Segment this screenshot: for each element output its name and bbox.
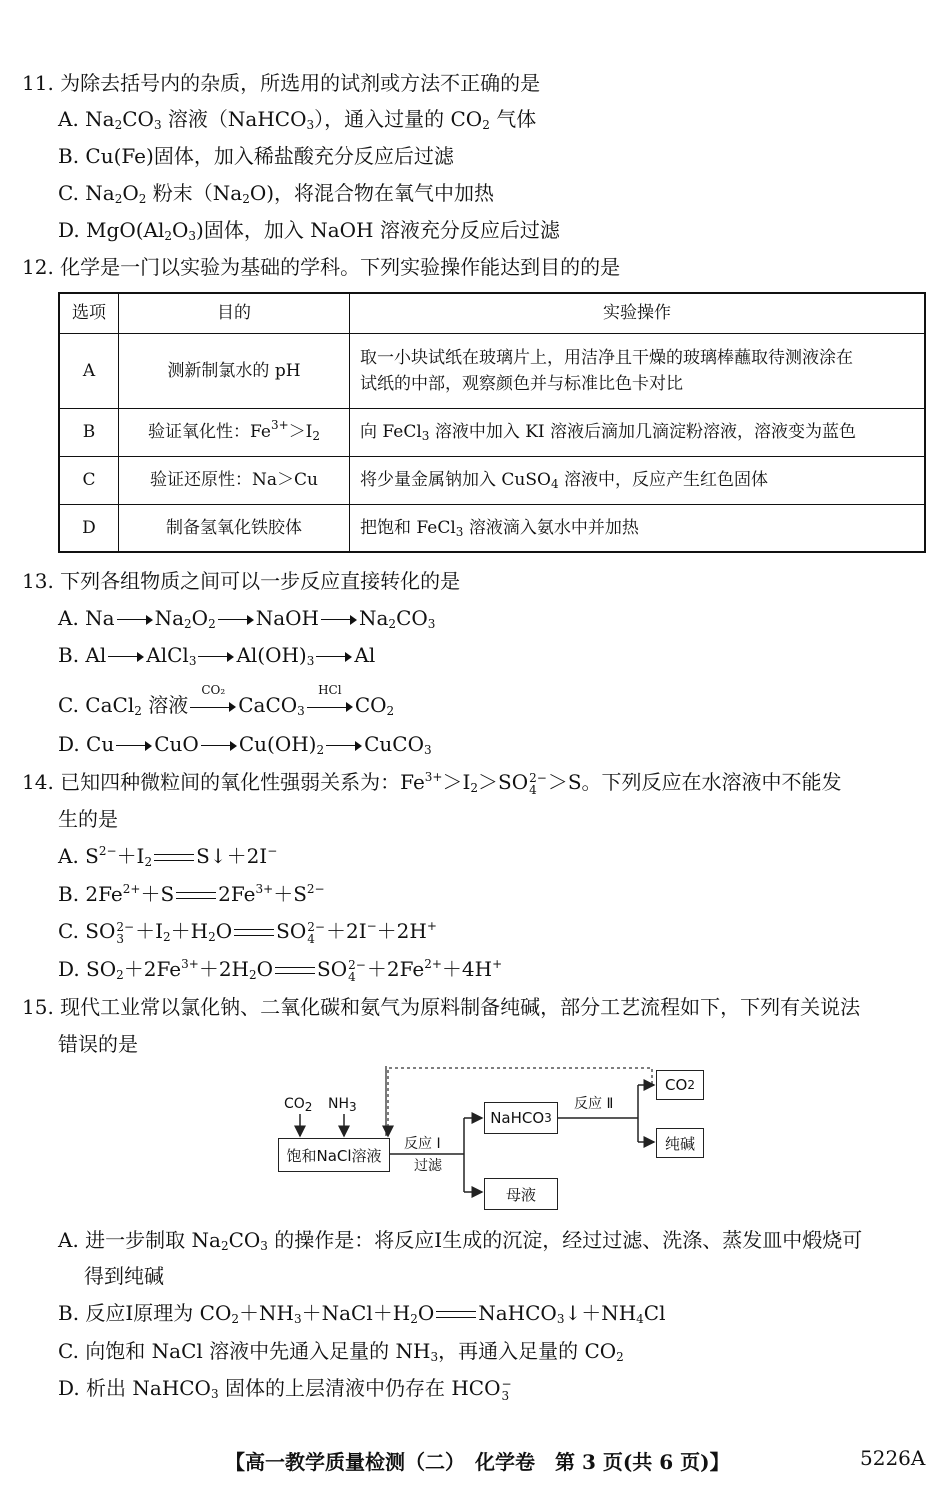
- equals-icon: [436, 1311, 476, 1318]
- co2-input-label: $CO_2$: [284, 1096, 313, 1114]
- arrow-icon: [108, 652, 144, 662]
- row-b-operation: 向 FeCl$_3$ 溶液中加入 KI 溶液后滴加几滴淀粉溶液，溶液变为蓝色: [350, 408, 926, 456]
- q11-option-c: C. $Na_2O_2$ 粉末$(Na_2O)$，将混合物在氧气中加热: [58, 181, 495, 206]
- header-option: 选项: [59, 293, 119, 333]
- row-d-goal: 制备氢氧化铁胶体: [119, 504, 350, 552]
- header-operation: 实验操作: [350, 293, 926, 333]
- q15-option-b: B. 反应Ⅰ原理为 $CO_2+NH_3+NaCl+H_2O$ $NaHCO_3↓+NH_4Cl$: [58, 1301, 666, 1326]
- q11-option-a: A. $Na_2CO_3$ 溶液（NaHCO$_3$），通入过量的 $CO_2$ 气体: [58, 107, 537, 132]
- labeled-arrow-icon: HCl: [307, 692, 353, 714]
- table-row-a: [59, 333, 925, 408]
- q15-stem: 15. 现代工业常以氯化钠、二氧化碳和氨气为原料制备纯碱，部分工艺流程如下，下列有关说法: [22, 995, 861, 1019]
- q14-option-c: C. SO 2− 3 $+I_2+H_2O$ SO 2− 4 ＋2I−＋2H+: [58, 919, 437, 946]
- soda-ash-box: 纯碱: [656, 1128, 704, 1158]
- nh3-input-label: $NH_3$: [328, 1096, 357, 1114]
- equals-icon: [176, 892, 216, 899]
- row-d-operation: 把饱和 FeCl$_3$ 溶液滴入氨水中并加热: [350, 504, 926, 552]
- q15-option-a: A. 进一步制取 $Na_2CO_3$ 的操作是：将反应Ⅰ生成的沉淀，经过过滤、洗涤、蒸发皿中煅烧可: [58, 1228, 863, 1253]
- arrow-icon: [116, 741, 152, 751]
- q12-stem: 12. 化学是一门以实验为基础的学科。下列实验操作能达到目的的是: [22, 255, 621, 279]
- q13-option-d: D. Cu CuO $Cu(OH)_2$ CuCO$_3$: [58, 732, 432, 757]
- row-a-goal: 测新制氯水的 pH: [119, 333, 350, 408]
- q14-option-a: A. $S^{2-}+I_2$ S↓＋2I−: [58, 844, 278, 869]
- table-header-row: [59, 293, 925, 333]
- q14-option-d: D. $SO_2+2Fe^{3+}+2H_2O$ SO 2− 4 $+2Fe^{2+}+4H^+$: [58, 957, 503, 984]
- q13-option-c: C. CaCl$_2$ 溶液 CO₂ CaCO$_3$ HCl $CO_2$: [58, 683, 395, 718]
- filter-label: 过滤: [414, 1158, 442, 1174]
- q15-option-d: D. 析出 NaHCO$_3$ 固体的上层清液中仍存在 HCO − 3: [58, 1376, 512, 1403]
- q14-option-b: B. $2Fe^{2+}+S$ $2Fe^{3+}+S^{2-}$: [58, 882, 325, 906]
- arrow-icon: [201, 741, 237, 751]
- q11-stem: 11. 为除去括号内的杂质，所选用的试剂或方法不正确的是: [22, 71, 541, 95]
- mother-liquor-box: 母液: [484, 1178, 558, 1210]
- row-c-goal: 验证还原性：Na＞Cu: [119, 456, 350, 504]
- q13-option-a: A. Na $Na_2O_2$ NaOH $Na_2CO_3$: [58, 606, 436, 631]
- arrow-icon: [326, 741, 362, 751]
- nahco3-box: NaHCO 3: [484, 1102, 558, 1134]
- nacl-solution-box: 饱和NaCl溶液: [278, 1138, 390, 1172]
- row-c-option: C: [59, 456, 119, 504]
- table-row-d: [59, 504, 925, 552]
- q11-option-b: B. Cu(Fe)固体，加入稀盐酸充分反应后过滤: [58, 144, 454, 168]
- q14-stem-continued: 生的是: [58, 807, 118, 831]
- q13-option-b: B. Al AlCl$_3$ $Al(OH)_3$ Al: [58, 643, 376, 668]
- arrow-icon: [117, 615, 153, 625]
- row-b-goal: 验证氧化性：$Fe^{3+}>I_2$: [119, 408, 350, 456]
- q15-option-c: C. 向饱和 NaCl 溶液中先通入足量的 $NH_3$，再通入足量的 $CO_2$: [58, 1339, 624, 1364]
- q13-stem: 13. 下列各组物质之间可以一步反应直接转化的是: [22, 569, 461, 593]
- equals-icon: [275, 967, 315, 974]
- header-goal: 目的: [119, 293, 350, 333]
- row-c-operation: 将少量金属钠加入 CuSO$_4$ 溶液中，反应产生红色固体: [350, 456, 926, 504]
- table-row-b: [59, 408, 925, 456]
- arrow-icon: [198, 652, 234, 662]
- q15-option-a-continued: 得到纯碱: [84, 1264, 164, 1288]
- exam-code: 5226A: [860, 1446, 926, 1470]
- co2-output-box: CO 2: [656, 1070, 704, 1100]
- page-footer: 【高一教学质量检测（二） 化学卷 第 3 页(共 6 页)】: [225, 1450, 730, 1474]
- q14-stem: 14. 已知四种微粒间的氧化性强弱关系为：$Fe^{3+}>I_2>SO$ 2− 4 ＞S。下列反应在水溶液中不能发: [22, 770, 842, 797]
- row-d-option: D: [59, 504, 119, 552]
- table-row-c: [59, 456, 925, 504]
- labeled-arrow-icon: CO₂: [190, 692, 236, 714]
- equals-icon: [234, 929, 274, 936]
- q11-option-d: D. $MgO(Al_2O_3)$固体，加入 NaOH 溶液充分反应后过滤: [58, 218, 560, 243]
- arrow-icon: [316, 652, 352, 662]
- row-a-operation: 取一小块试纸在玻璃片上，用洁净且干燥的玻璃棒蘸取待测液涂在 试纸的中部，观察颜色并与标准比色卡对比: [350, 333, 926, 408]
- arrow-icon: [218, 615, 254, 625]
- q15-stem-continued: 错误的是: [58, 1032, 138, 1056]
- arrow-icon: [321, 615, 357, 625]
- process-flow-diagram: [272, 1062, 712, 1220]
- row-a-option: A: [59, 333, 119, 408]
- equals-icon: [154, 854, 194, 861]
- reaction-2-label: 反应 Ⅱ: [574, 1096, 614, 1112]
- row-b-option: B: [59, 408, 119, 456]
- q12-table: [58, 292, 926, 553]
- reaction-1-label: 反应 Ⅰ: [404, 1136, 441, 1152]
